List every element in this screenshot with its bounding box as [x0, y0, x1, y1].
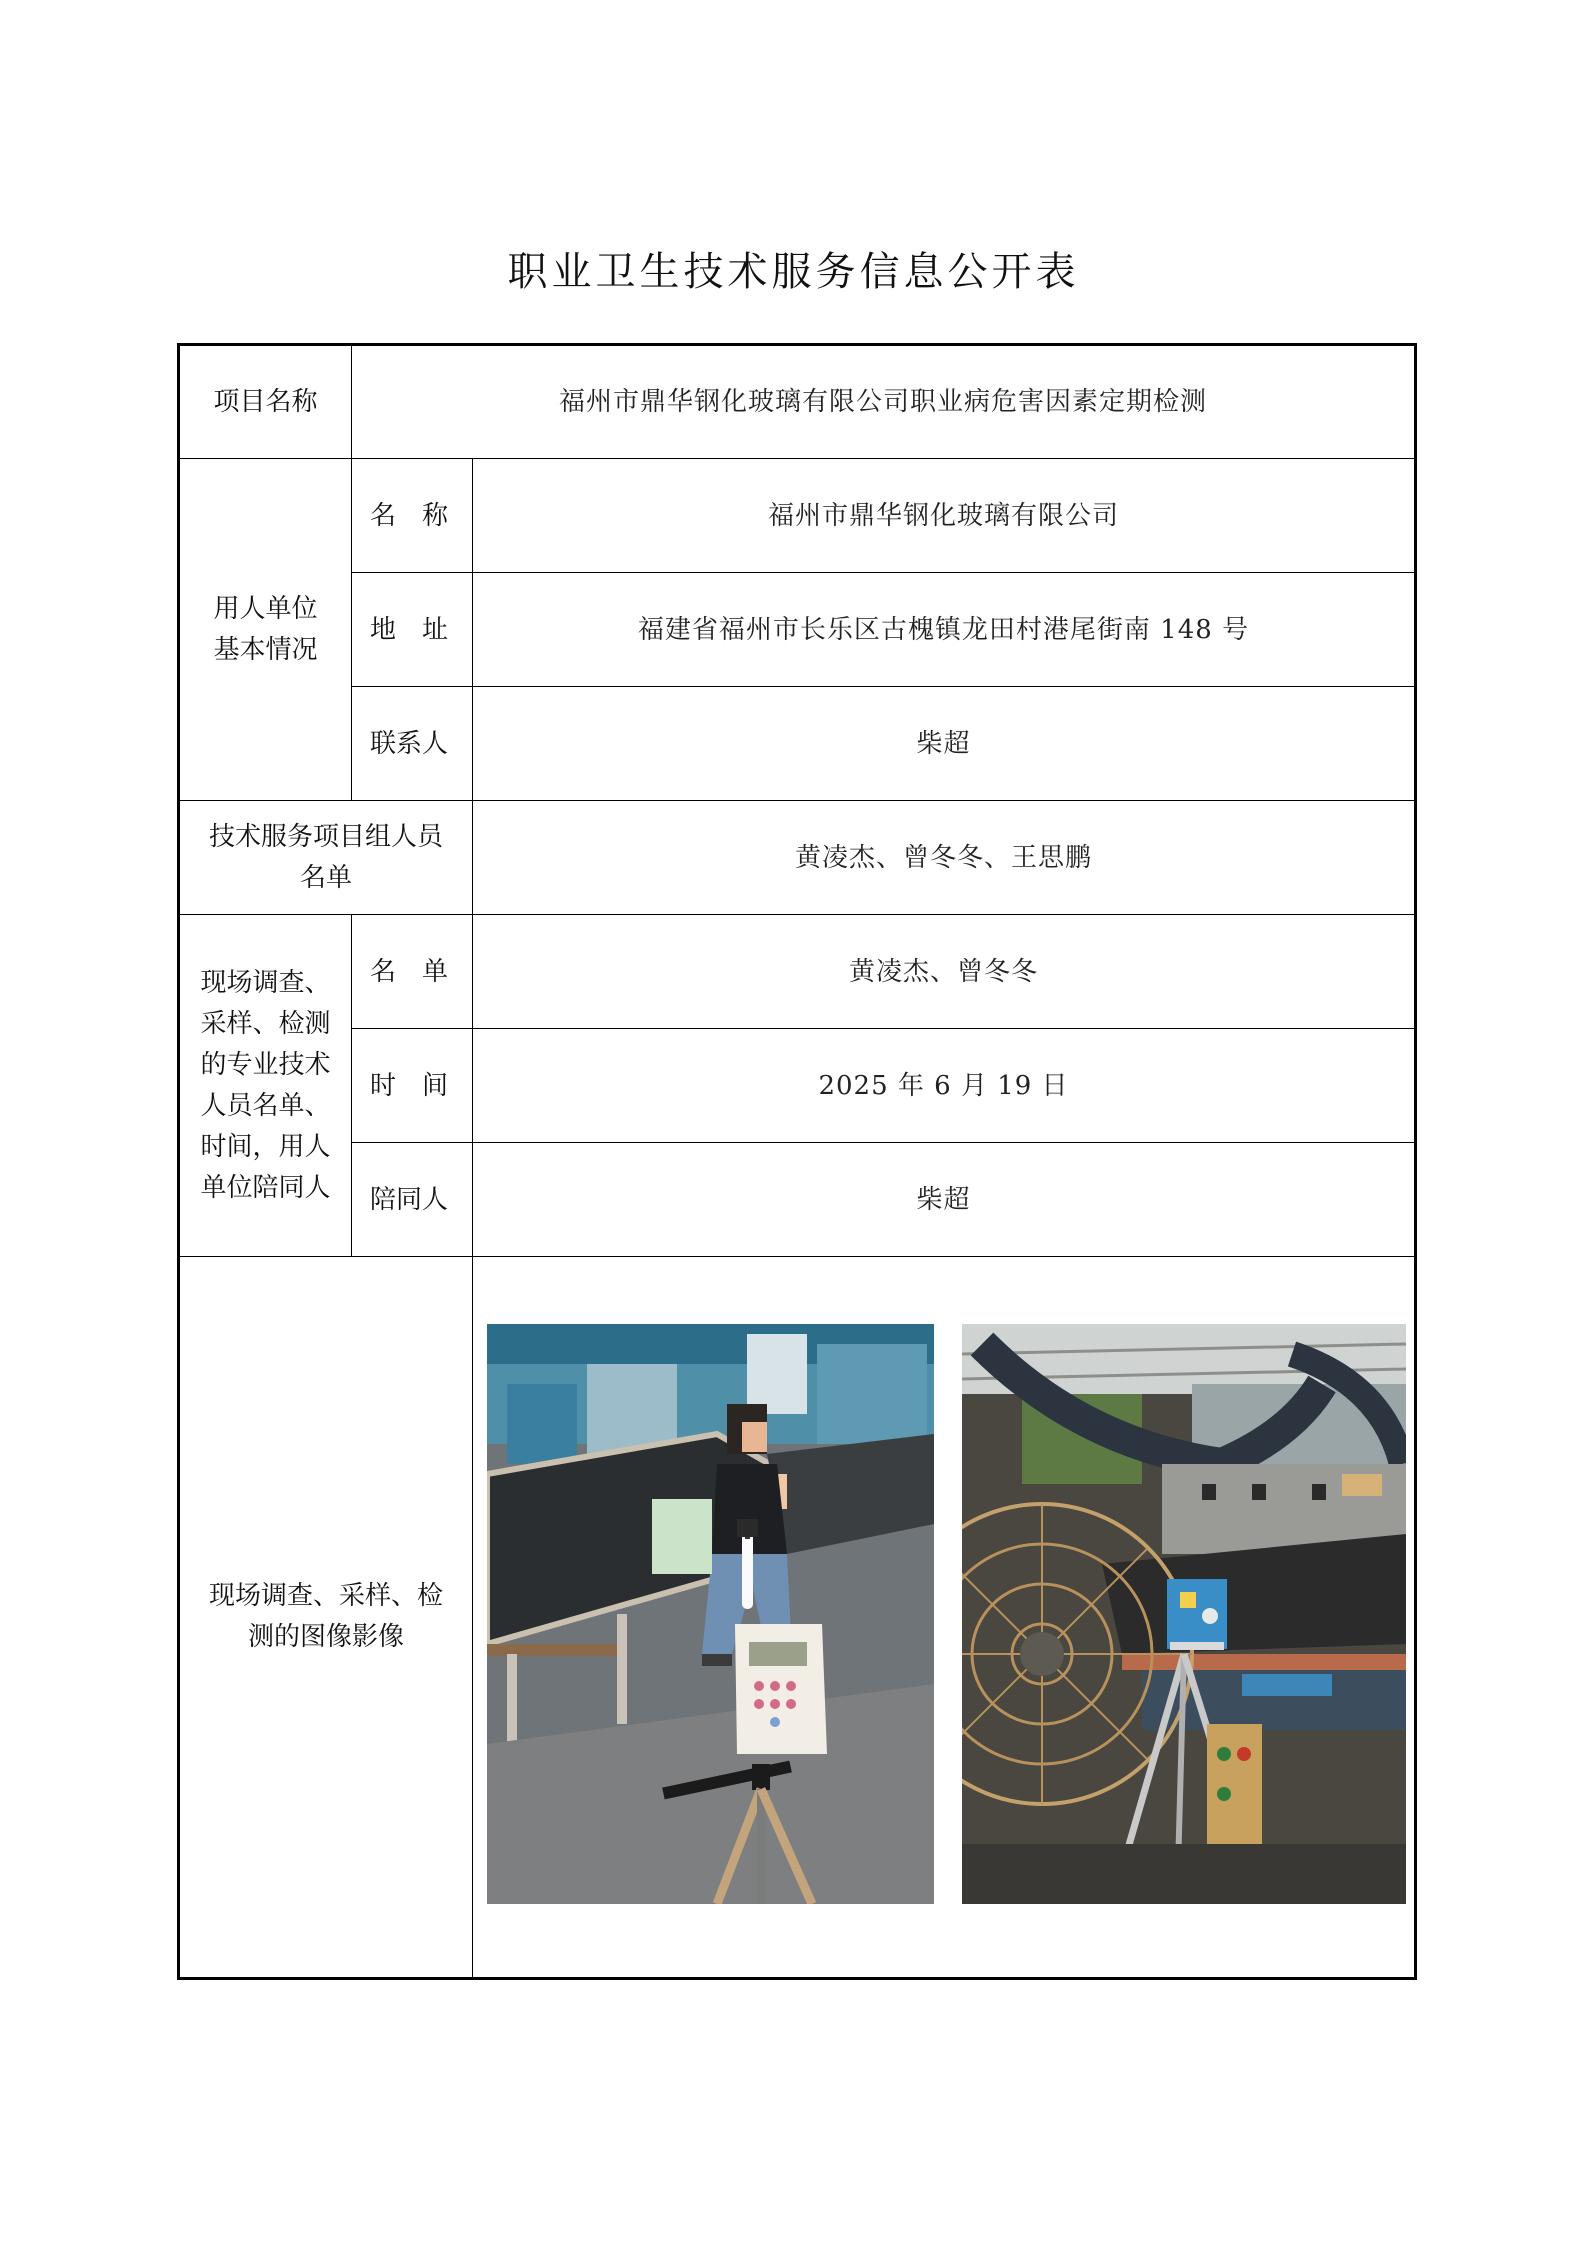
team-label-line2: 名单 — [299, 862, 352, 893]
row-survey-time — [179, 1029, 1416, 1143]
survey-list-value: 黄凌杰、曾冬冬 — [473, 915, 1416, 1029]
survey-escort-value: 柴超 — [473, 1143, 1416, 1257]
row-survey-list — [179, 915, 1416, 1029]
project-name-value: 福州市鼎华钢化玻璃有限公司职业病危害因素定期检测 — [352, 345, 1416, 459]
row-survey-escort — [179, 1143, 1416, 1257]
employer-contact-value: 柴超 — [473, 687, 1416, 801]
employer-contact-label: 联系人 — [352, 687, 473, 801]
images-cell — [473, 1257, 1416, 1979]
survey-label-line: 现场调查、 — [200, 967, 331, 998]
survey-label-line: 时间，用人 — [200, 1131, 331, 1162]
survey-label-line: 的专业技术 — [200, 1049, 331, 1080]
row-employer-address — [179, 573, 1416, 687]
survey-label-line: 采样、检测 — [200, 1008, 331, 1039]
row-images — [179, 1257, 1416, 1979]
page-title: 职业卫生技术服务信息公开表 — [507, 249, 1080, 295]
team-value: 黄凌杰、曾冬冬、王思鹏 — [473, 801, 1416, 915]
survey-label-line: 人员名单、 — [200, 1090, 331, 1121]
employer-name-label: 名 称 — [352, 459, 473, 573]
employer-name-value: 福州市鼎华钢化玻璃有限公司 — [473, 459, 1416, 573]
images-label — [179, 1257, 473, 1979]
survey-escort-label: 陪同人 — [352, 1143, 473, 1257]
noise-meter-photo — [487, 1324, 934, 1904]
survey-time-label: 时 间 — [352, 1029, 473, 1143]
employer-group-label — [179, 459, 352, 801]
survey-label-line: 单位陪同人 — [200, 1172, 331, 1203]
team-label-line1: 技术服务项目组人员 — [208, 821, 443, 852]
survey-time-value: 2025 年 6 月 19 日 — [473, 1029, 1416, 1143]
employer-address-label: 地 址 — [352, 573, 473, 687]
survey-group-label — [179, 915, 352, 1257]
employer-group-label-line1: 用人单位 — [213, 593, 318, 624]
info-table — [177, 343, 1417, 1980]
row-team — [179, 801, 1416, 915]
project-name-label: 项目名称 — [179, 345, 352, 459]
row-project-name — [179, 345, 1416, 459]
employer-group-label-line2: 基本情况 — [213, 634, 318, 665]
survey-list-label: 名 单 — [352, 915, 473, 1029]
row-employer-contact — [179, 687, 1416, 801]
employer-address-value: 福建省福州市长乐区古槐镇龙田村港尾街南 148 号 — [473, 573, 1416, 687]
row-employer-name — [179, 459, 1416, 573]
dust-sampler-photo — [962, 1324, 1406, 1904]
images-label-line2: 测的图像影像 — [247, 1622, 404, 1652]
images-label-line1: 现场调查、采样、检 — [208, 1581, 443, 1611]
team-label — [179, 801, 473, 915]
